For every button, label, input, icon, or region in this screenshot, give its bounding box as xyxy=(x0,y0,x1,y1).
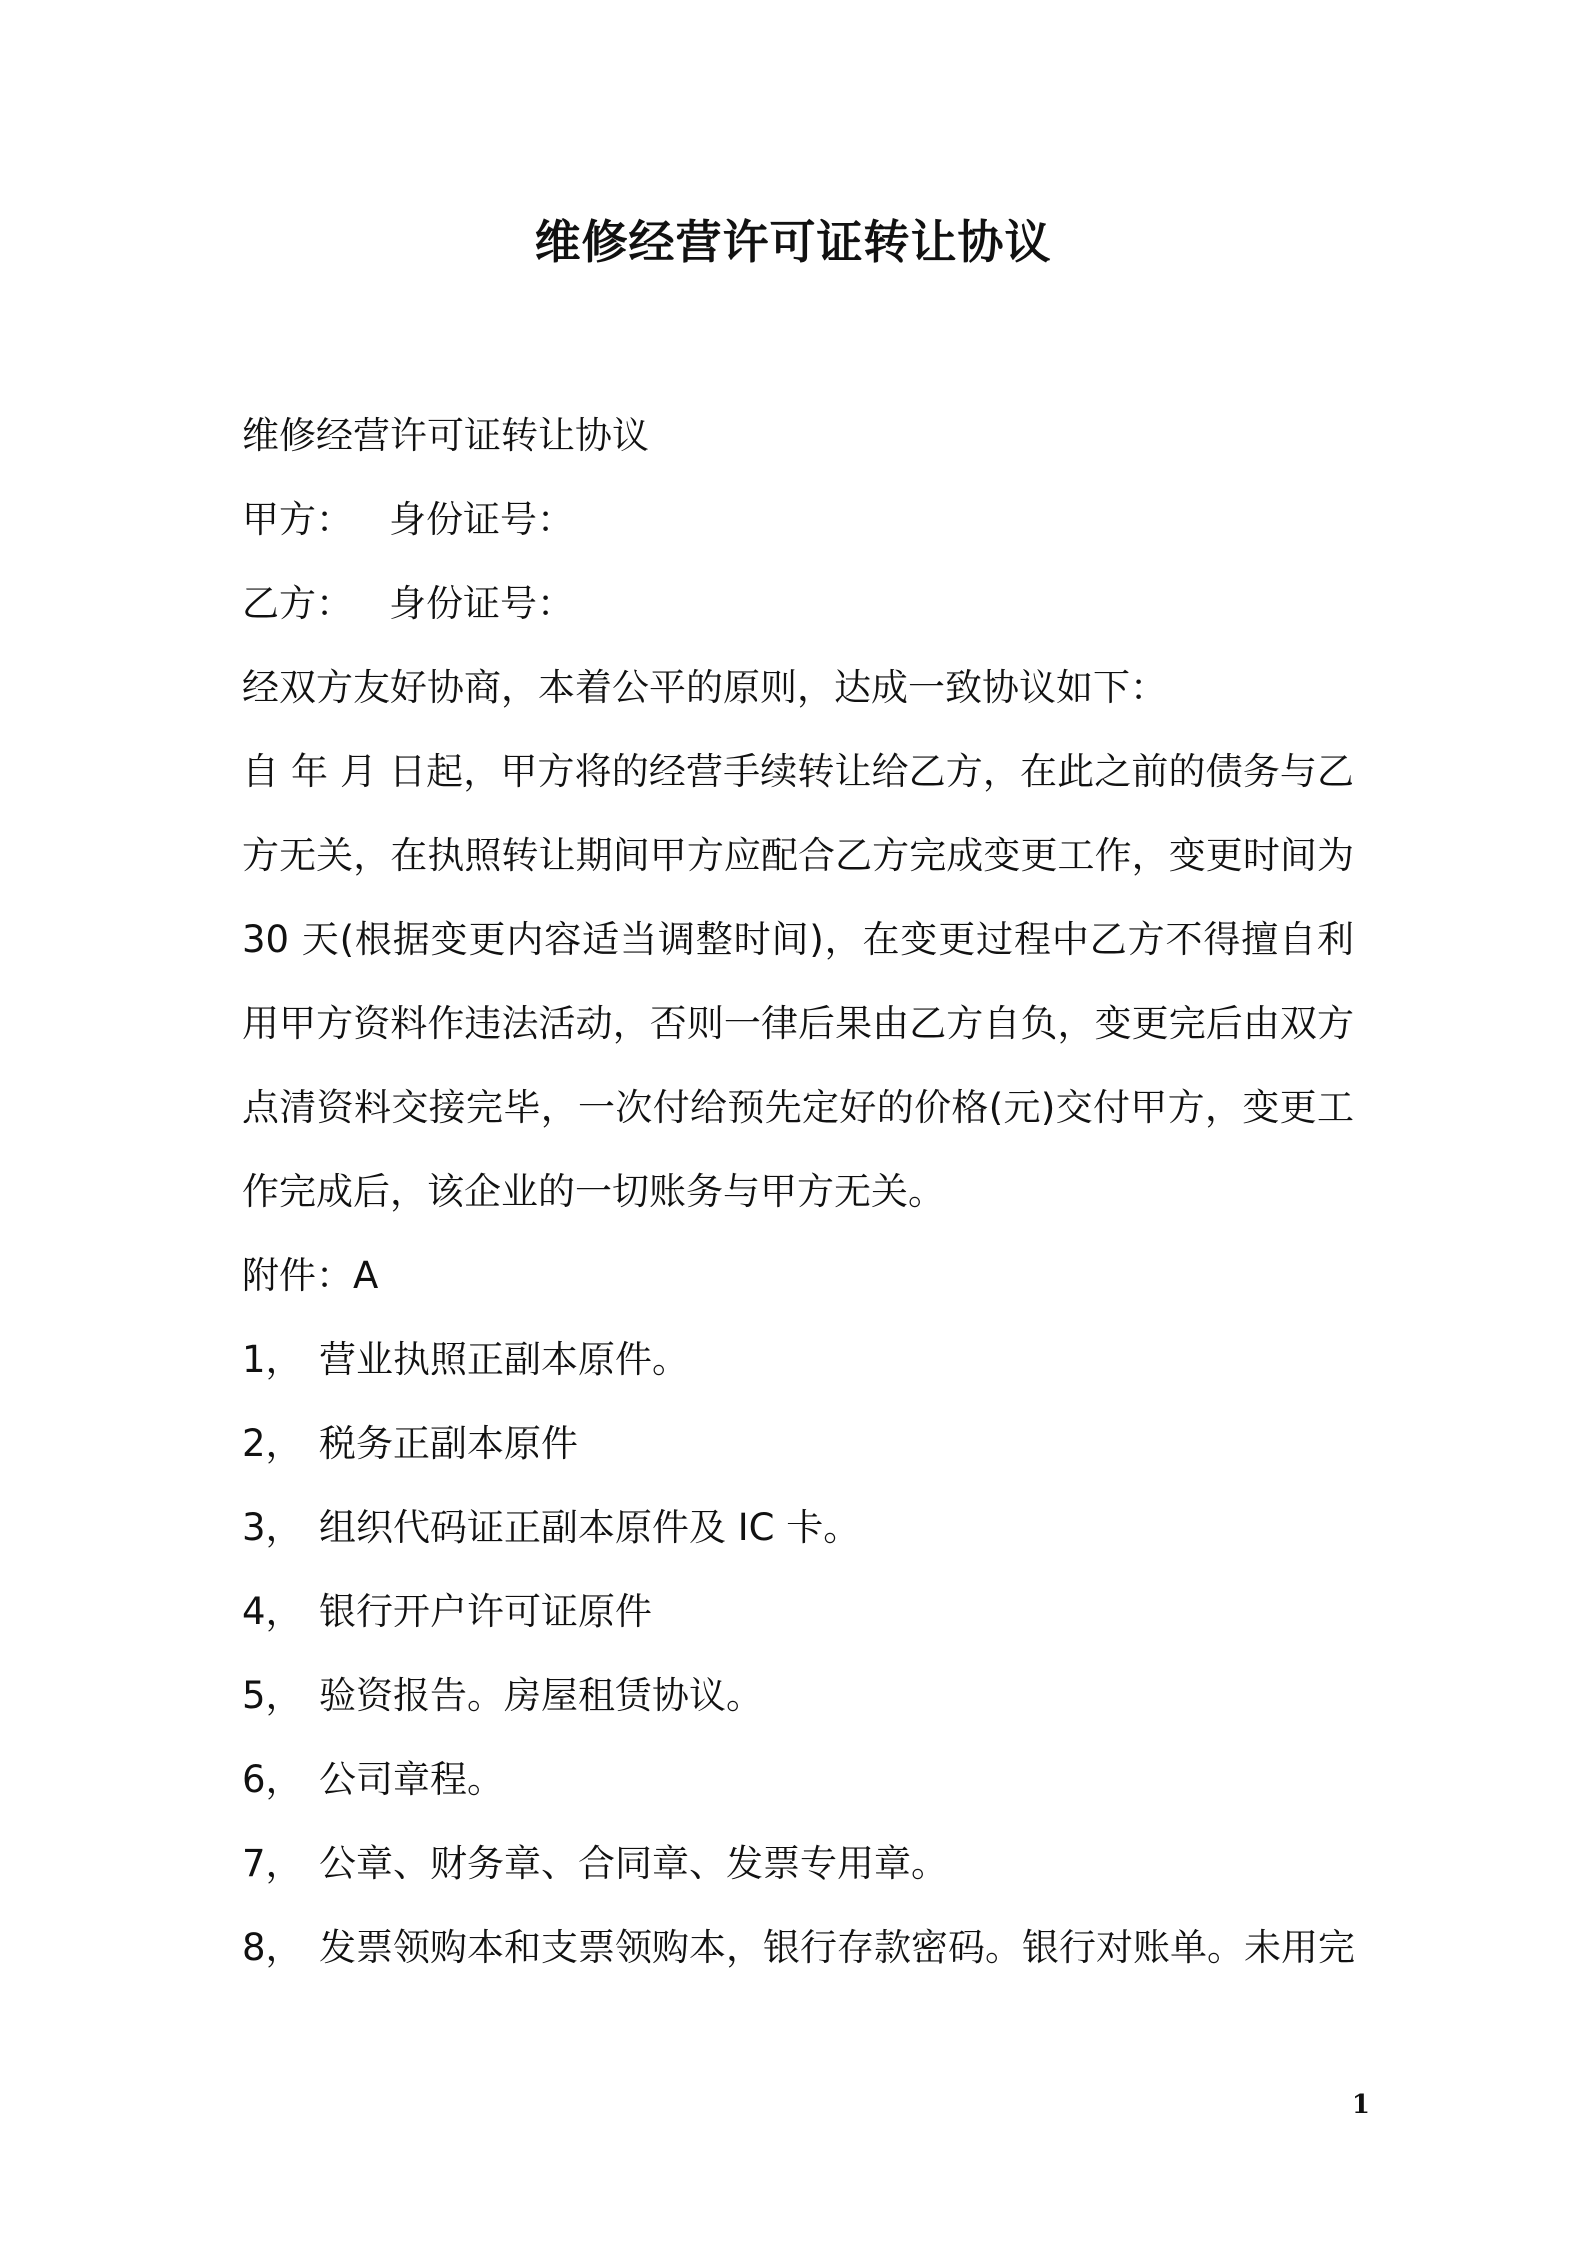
list-item-number: 1， xyxy=(242,1338,303,1381)
party-b-id-label: 身份证号： xyxy=(389,582,574,625)
page-number: 1 xyxy=(1351,2090,1370,2120)
document-title: 维修经营许可证转让协议 xyxy=(534,215,1052,269)
list-item-number: 4， xyxy=(242,1590,303,1633)
list-item xyxy=(242,1822,1354,1906)
list-item-number: 8， xyxy=(242,1926,303,1969)
list-item-text: 验资报告。房屋租赁协议。 xyxy=(319,1674,763,1717)
list-item-text: 银行开户许可证原件 xyxy=(319,1590,652,1633)
list-item-text: 组织代码证正副本原件及 IC 卡。 xyxy=(319,1506,861,1549)
document-subtitle: 维修经营许可证转让协议 xyxy=(242,414,649,457)
party-a-label: 甲方： xyxy=(242,498,353,541)
attachment-list xyxy=(242,1318,1354,1990)
list-item-number: 5， xyxy=(242,1674,303,1717)
party-b-line xyxy=(242,562,1354,646)
list-item-text: 营业执照正副本原件。 xyxy=(319,1338,689,1381)
attachment-label: 附件：A xyxy=(242,1254,379,1297)
party-a-line xyxy=(242,478,1354,562)
list-item xyxy=(242,1570,1354,1654)
list-item xyxy=(242,1738,1354,1822)
document-body xyxy=(242,394,1354,1990)
party-b-label: 乙方： xyxy=(242,582,353,625)
list-item xyxy=(242,1318,1354,1402)
list-item-number: 7， xyxy=(242,1842,303,1885)
intro-text: 经双方友好协商，本着公平的原则，达成一致协议如下： xyxy=(242,666,1167,709)
list-item xyxy=(242,1906,1354,1990)
list-item-text: 公章、财务章、合同章、发票专用章。 xyxy=(319,1842,948,1885)
list-item xyxy=(242,1654,1354,1738)
list-item xyxy=(242,1402,1354,1486)
party-a-id-label: 身份证号： xyxy=(389,498,574,541)
list-item-number: 3， xyxy=(242,1506,303,1549)
list-item-text: 公司章程。 xyxy=(319,1758,504,1801)
list-item-number: 6， xyxy=(242,1758,303,1801)
list-item xyxy=(242,1486,1354,1570)
main-paragraph: 自 年 月 日起，甲方将的经营手续转让给乙方，在此之前的债务与乙方无关，在执照转让期间甲方应配合乙方完成变更工作，变更时间为 30 天(根据变更内容适当调整时间)，在变更过程中乙方不得擅自利用甲方资料作违法活动，否则一律后果由乙方自负，变更完后由双方点清资料交接完毕，一次付给预先定好的价格(元)交付甲方，变更工作完成后，该企业的一切账务与甲方无关。 xyxy=(242,750,1354,1213)
list-item-number: 2， xyxy=(242,1422,303,1465)
list-item-text: 发票领购本和支票领购本，银行存款密码。银行对账单。未用完 xyxy=(319,1926,1355,1969)
list-item-text: 税务正副本原件 xyxy=(319,1422,578,1465)
